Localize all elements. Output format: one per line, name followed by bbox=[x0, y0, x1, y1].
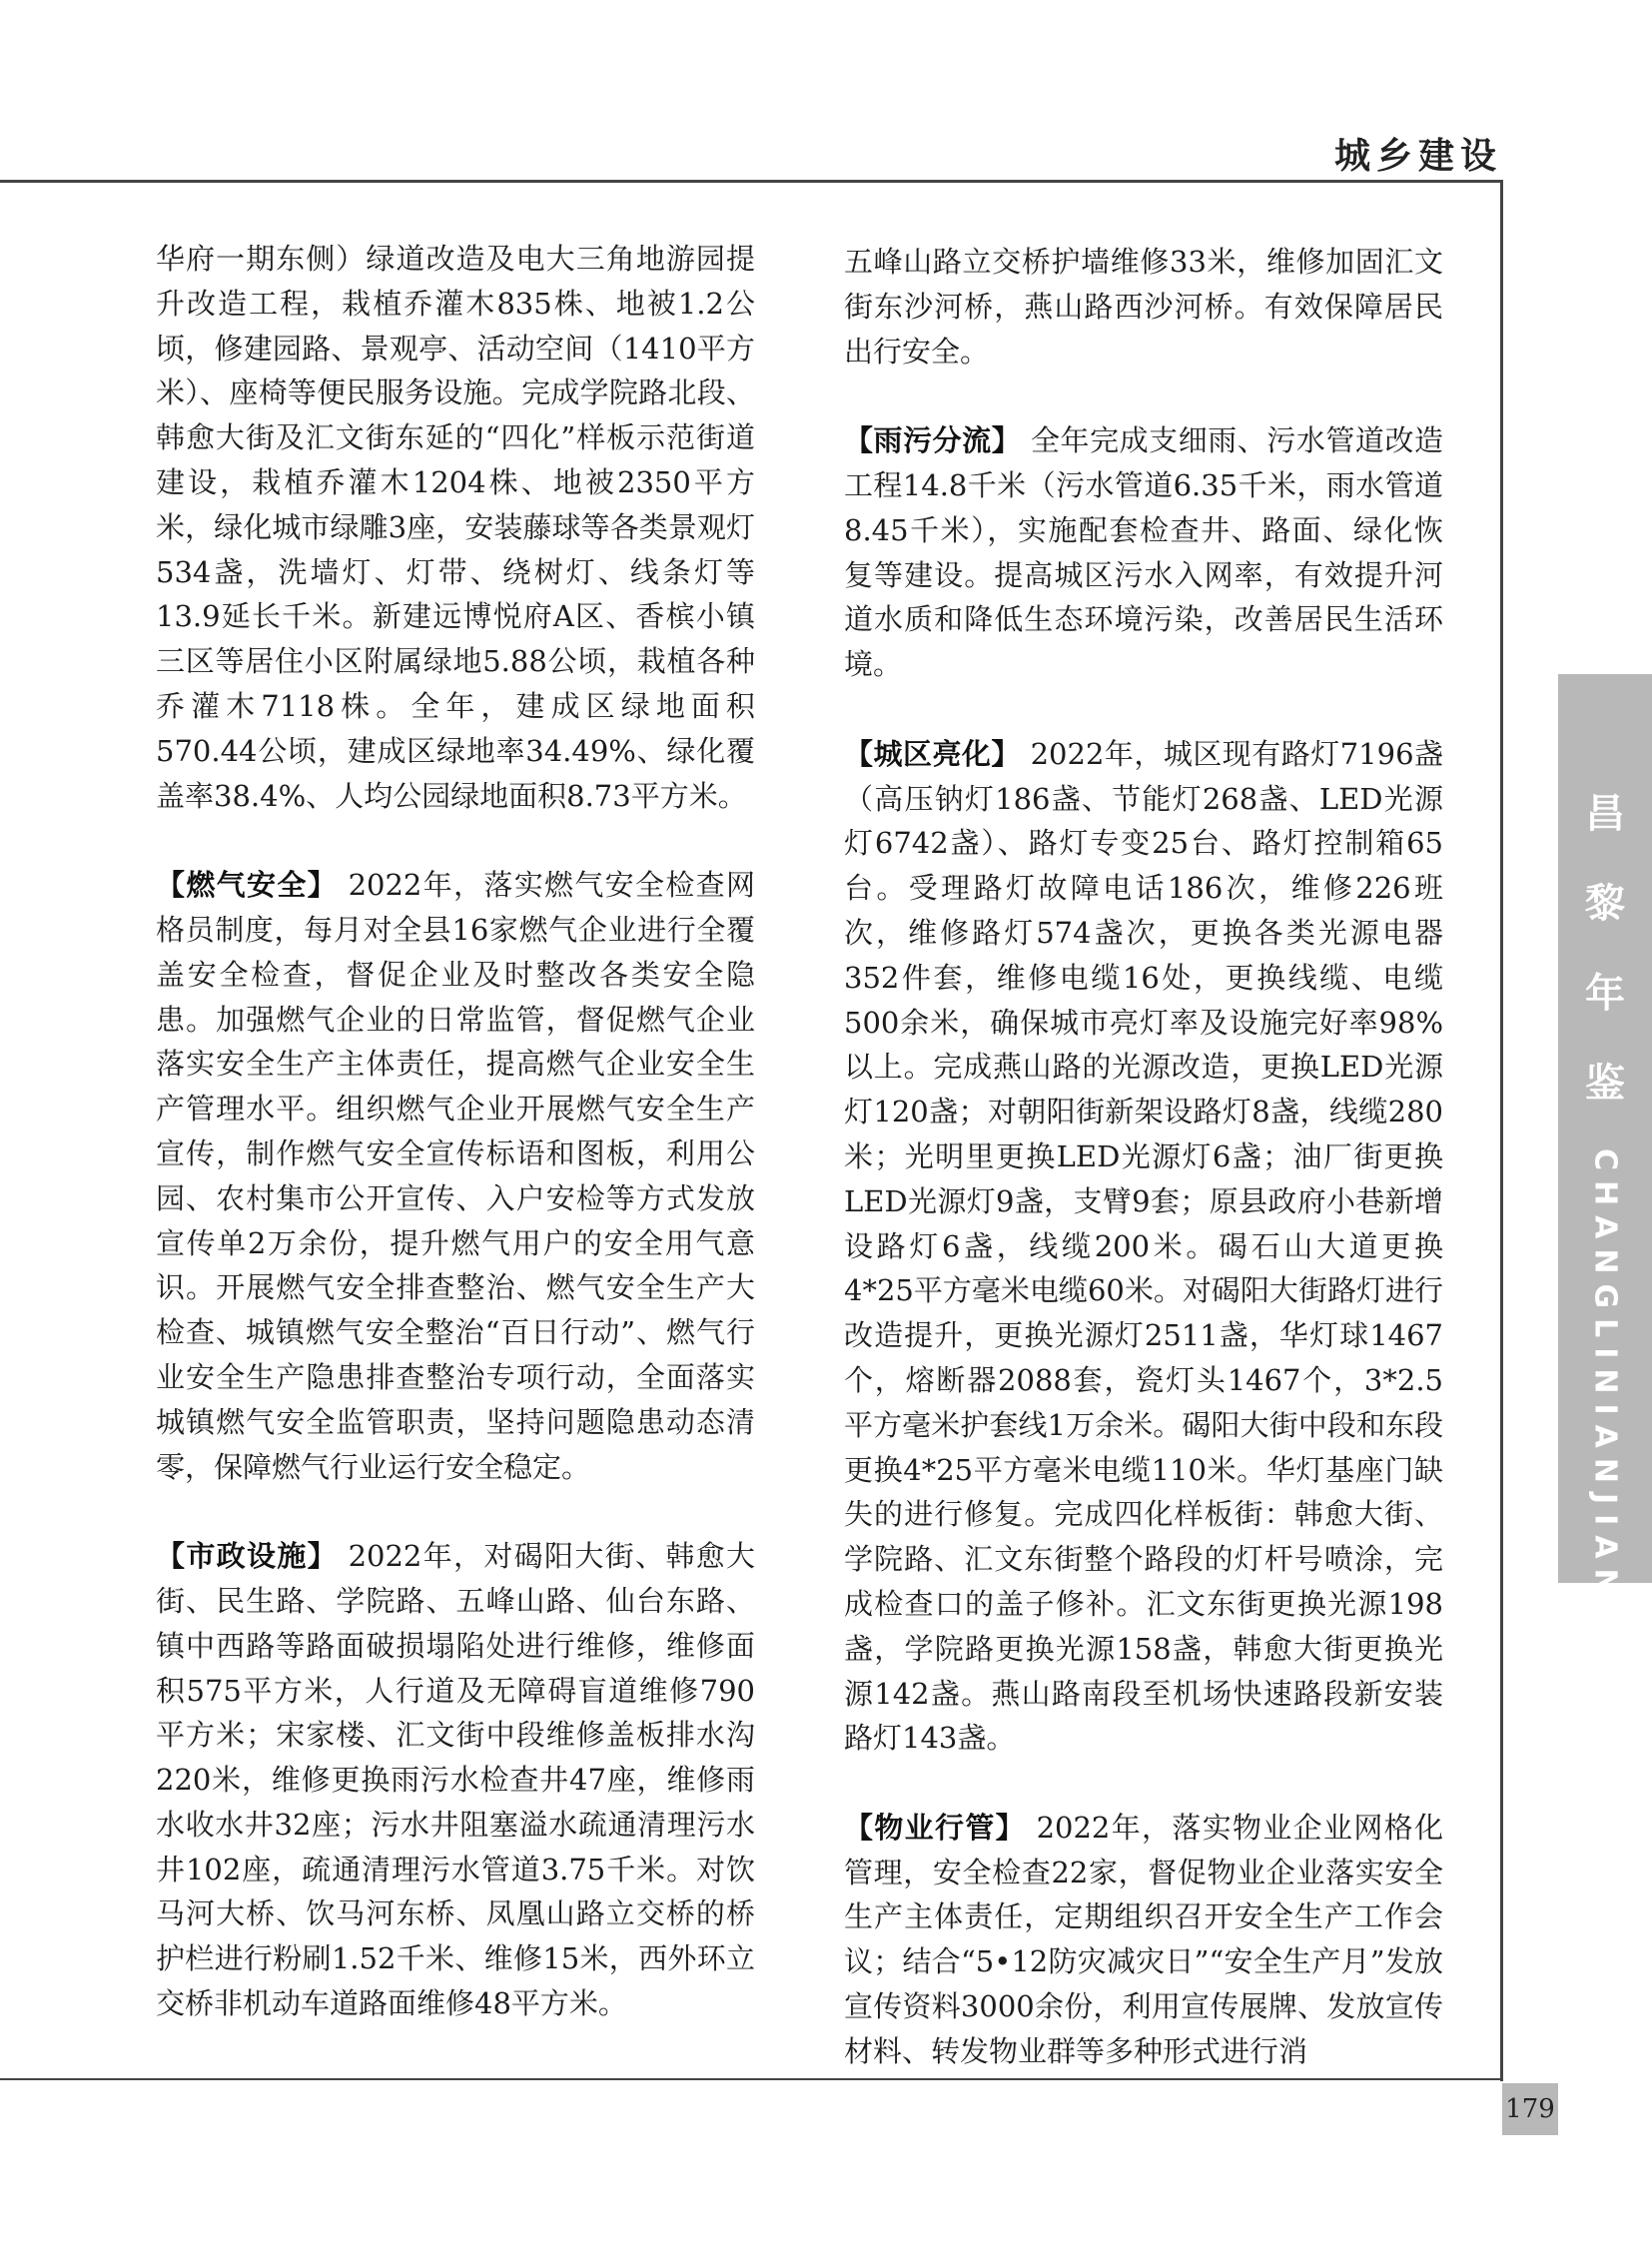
right-rule bbox=[1500, 180, 1503, 2081]
section-heading: 【物业行管】 bbox=[844, 1810, 1026, 1845]
left-column bbox=[156, 237, 755, 2026]
section-heading: 【燃气安全】 bbox=[156, 868, 338, 903]
section-body: 全年完成支细雨、污水管道改造工程14.8千米（污水管道6.35千米，雨水管道8.45千米），实施配套检查井、路面、绿化恢复等建设。提高城区污水入网率，有效提升河道水质和降低生态环境污染，改善居民生活环境。 bbox=[844, 423, 1443, 682]
section-gas-safety bbox=[156, 863, 755, 1489]
section-property-management bbox=[844, 1806, 1443, 2074]
side-char: 鉴 bbox=[1585, 1060, 1625, 1107]
side-pinyin: CHANGLINIANJIAN bbox=[1587, 1148, 1623, 1604]
side-char: 昌 bbox=[1585, 790, 1625, 837]
right-column bbox=[844, 240, 1443, 2074]
section-body: 2022年，对碣阳大街、韩愈大街、民生路、学院路、五峰山路、仙台东路、镇中西路等路面破损塌陷处进行维修，维修面积575平方米，人行道及无障碍盲道维修790平方米；宋家楼、汇文街中段维修盖板排水沟220米，维修更换雨污水检查井47座，维修雨水收水井32座；污水井阻塞溢水疏通清理污水井102座，疏通清理污水管道3.75千米。对饮马河大桥、饮马河东桥、凤凰山路立交桥的桥护栏进行粉刷1.52千米、维修15米，西外环立交桥非机动车道路面维修48平方米。 bbox=[156, 1539, 756, 2021]
yearbook-side-tab bbox=[1558, 674, 1652, 1604]
section-heading: 【雨污分流】 bbox=[844, 423, 1022, 458]
top-rule bbox=[0, 180, 1503, 183]
paragraph-bridge-continued: 五峰山路立交桥护墙维修33米，维修加固汇文街东沙河桥，燕山路西沙河桥。有效保障居民出行安全。 bbox=[844, 245, 1443, 369]
side-char: 黎 bbox=[1585, 880, 1625, 927]
section-title: 城乡建设 bbox=[1333, 135, 1502, 177]
section-heading: 【市政设施】 bbox=[156, 1539, 338, 1574]
section-body: 2022年，落实物业企业网格化管理，安全检查22家，督促物业企业落实安全生产主体责任，定期组织召开安全生产工作会议；结合“5•12防灾减灾日”“安全生产月”发放宣传资料3000余份，利用宣传展牌、发放宣传材料、转发物业群等多种形式进行消 bbox=[844, 1810, 1444, 2068]
section-heading: 【城区亮化】 bbox=[844, 736, 1021, 771]
paragraph-greening-continued: 华府一期东侧）绿道改造及电大三角地游园提升改造工程，栽植乔灌木835株、地被1.2公顷，修建园路、景观亭、活动空间（1410平方米）、座椅等便民服务设施。完成学院路北段、韩愈大街及汇文街东延的“四化”样板示范街道建设，栽植乔灌木1204株、地被2350平方米，绿化城市绿雕3座，安装藤球等各类景观灯534盏，洗墙灯、灯带、绕树灯、线条灯等13.9延长千米。新建远博悦府A区、香槟小镇三区等居住小区附属绿地5.88公顷，栽植各种乔灌木7118株。全年，建成区绿地面积570.44公顷，建成区绿地率34.49%、绿化覆盖率38.4%、人均公园绿地面积8.73平方米。 bbox=[156, 242, 755, 813]
section-city-lighting bbox=[844, 732, 1443, 1761]
bottom-rule bbox=[0, 2078, 1503, 2080]
section-municipal-facilities bbox=[156, 1534, 755, 2026]
page-number: 179 bbox=[1502, 2083, 1558, 2135]
section-rain-sewage bbox=[844, 418, 1443, 687]
section-body: 2022年，落实燃气安全检查网格员制度，每月对全县16家燃气企业进行全覆盖安全检查，督促企业及时整改各类安全隐患。加强燃气企业的日常监管，督促燃气企业落实安全生产主体责任，提高燃气企业安全生产管理水平。组织燃气企业开展燃气安全生产宣传，制作燃气安全宣传标语和图板，利用公园、农村集市公开宣传、入户安检等方式发放宣传单2万余份，提升燃气用户的安全用气意识。开展燃气安全排查整治、燃气安全生产大检查、城镇燃气安全整治“百日行动”、燃气行业安全生产隐患排查整治专项行动，全面落实城镇燃气安全监管职责，坚持问题隐患动态清零，保障燃气行业运行安全稳定。 bbox=[156, 868, 756, 1484]
section-body: 2022年，城区现有路灯7196盏（高压钠灯186盏、节能灯268盏、LED光源灯6742盏）、路灯专变25台、路灯控制箱65台。受理路灯故障电话186次，维修226班次，维修路灯574盏次，更换各类光源电器352件套，维修电缆16处，更换线缆、电缆500余米，确保城市亮灯率及设施完好率98%以上。完成燕山路的光源改造，更换LED光源灯120盏；对朝阳街新架设路灯8盏，线缆280米；光明里更换LED光源灯6盏；油厂街更换LED光源灯9盏，支臂9套；原县政府小巷新增设路灯6盏，线缆200米。碣石山大道更换4*25平方毫米电缆60米。对碣阳大街路灯进行改造提升，更换光源灯2511盏，华灯球1467个，熔断器2088套，瓷灯头1467个，3*2.5平方毫米护套线1万余米。碣阳大街中段和东段更换4*25平方毫米电缆110米。华灯基座门缺失的进行修复。完成四化样板街：韩愈大街、学院路、汇文东街整个路段的灯杆号喷涂，完成检查口的盖子修补。汇文东街更换光源198盏，学院路更换光源158盏，韩愈大街更换光源142盏。燕山路南段至机场快速路段新安装路灯143盏。 bbox=[844, 736, 1443, 1756]
side-char: 年 bbox=[1585, 970, 1625, 1017]
